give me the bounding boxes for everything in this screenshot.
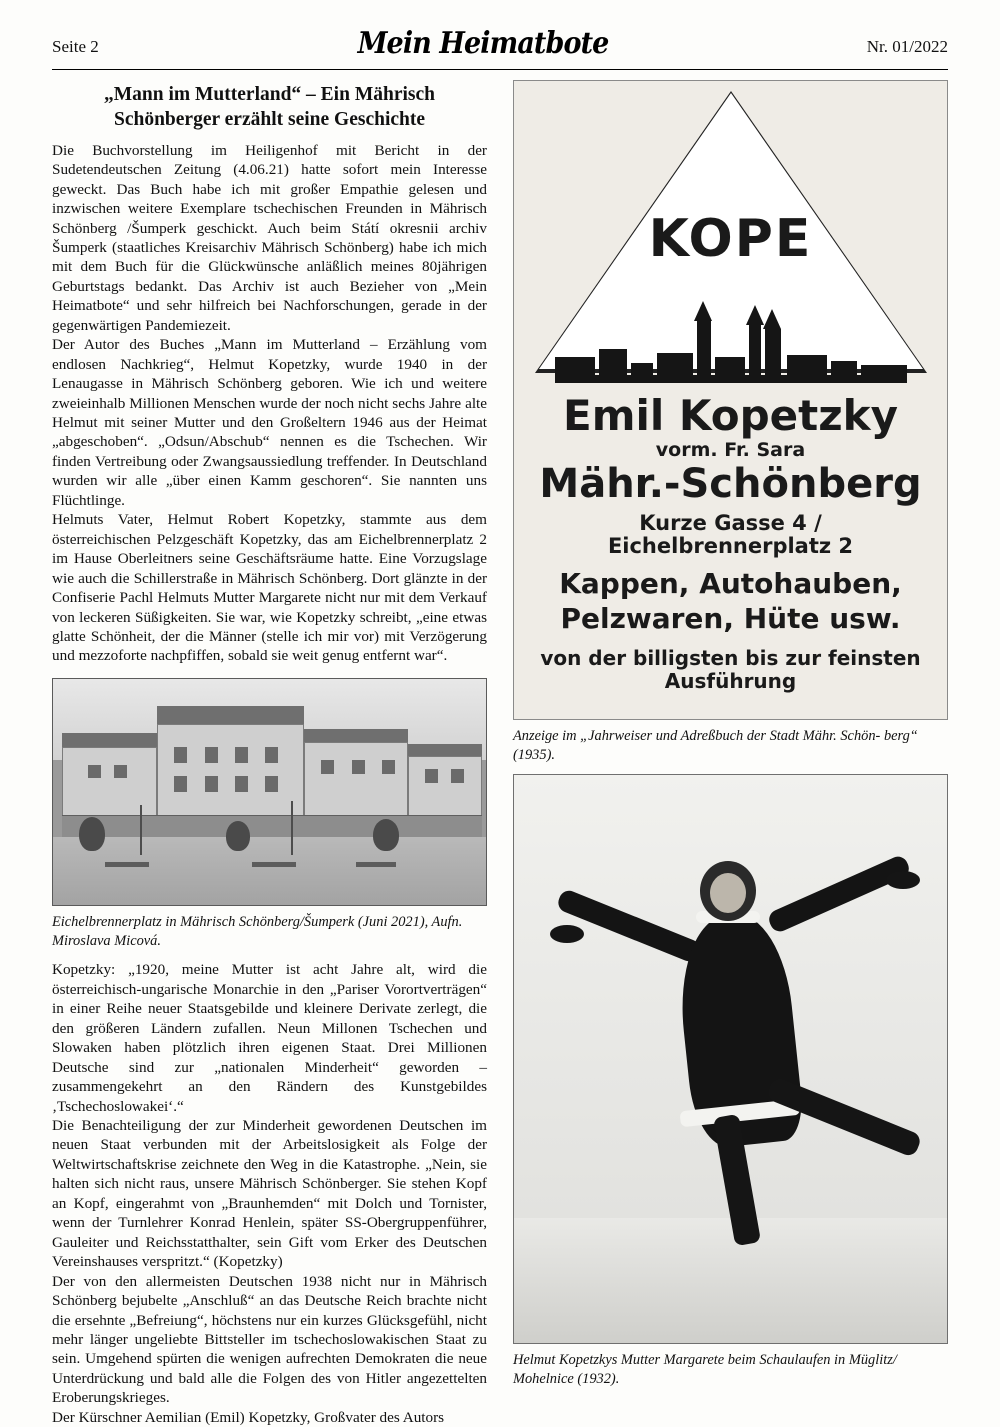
- skater-caption: [513, 1351, 948, 1388]
- eichelbrennerplatz-photo: [52, 678, 487, 906]
- photo-bench: [356, 862, 396, 867]
- article-paragraph: Der Kürschner Aemilian (Emil) Kopetzky, Großvater des Autors: [52, 1408, 445, 1426]
- eichelbrennerplatz-caption: Eichelbrennerplatz in Mährisch Schönberg/Šumperk (Juni 2021), Aufn. Miroslava Micová.: [52, 913, 463, 949]
- photo-streetlamp: [140, 805, 142, 855]
- skyline-tower-roof: [746, 305, 764, 325]
- photo-window: [425, 769, 438, 783]
- masthead-divider: [52, 69, 948, 70]
- advert-address: Kurze Gasse 4 / Eichelbrennerplatz 2: [607, 511, 854, 558]
- photo-window: [265, 776, 278, 792]
- photo-window: [205, 747, 218, 763]
- article-paragraph: Die Benachteiligung der zur Minderheit gewordenen Deutschen im neuen Staat verbunden mit der Arbeitslosigkeit als Folge der Weltwirtschaftskrise zeichnete den Weg in die Katastrophe. „Nein, sie halten sich nicht raus, unsere Mährisch Schönberger. Sie stehen Kopf an Kopf, eingerahmt von „Braunhemden“ mit Dolch und Tornister, wenn der Turnlehrer Konrad Henlein, später SS-Obergruppenführer, Gauleiter und Reichsstatthalter, sein Gift vom Erker des Deutschen Vereinshauses verspritzt.“ (Kopetzky): [52, 1116, 487, 1271]
- photo-roof: [304, 729, 408, 743]
- advert-skyline-silhouette: [555, 299, 907, 383]
- article-paragraph: Der Autor des Buches „Mann im Mutterland – Erzählung vom endlosen Nachkrieg“, Helmut Kopetzky, wurde 1940 in der Lenaugasse in Mährisch Schönberg geboren. Wie ich und weitere zweieinhalb Millionen Menschen wurde der noch nicht sechs Jahre alte Helmut mit seiner Mutter und den Großeltern 1946 aus der Heimat „abgeschoben“. „Odsun/Abschub“ nennen es die Tschechen. Wir finden Vertreibung oder Zwangsaussiedlung treffender. In Deutschland wurden wir alle „über einen Kamm geschoren“. Sie nannten uns Flüchtlinge.: [52, 336, 487, 509]
- photo-window: [451, 769, 464, 783]
- advert-city: Mähr.-Schönberg: [539, 460, 922, 507]
- photo-window: [235, 776, 248, 792]
- advert-business-name: Emil Kopetzky: [563, 391, 898, 440]
- photo-bench: [252, 862, 296, 867]
- publication-title: Mein Heimatbote: [357, 26, 609, 61]
- advert-products-line-2: Pelzwaren, Hüte usw.: [560, 601, 901, 635]
- photo-roof: [62, 733, 157, 747]
- advert-logo: [524, 89, 937, 389]
- advert-former-name: vorm. Fr. Sara: [655, 439, 806, 462]
- margarete-skating-photo: [513, 774, 948, 1344]
- article-paragraph: Die Buchvorstellung im Heiligenhof mit Bericht in der Sudetendeutschen Zeitung (4.06.21) hatte sofort mein Interesse geweckt. Das Buch habe ich mit großer Empathie gelesen und inzwischen weitere Exemplare tschechischen Freunden in Mährisch Schönberg /Šumperk geschickt. Auch beim Státí okresnii archiv Šumperk (staatliches Kreisarchiv Mährisch Schönberg) habe ich mich mit dem Buch für die Glückwünsche anläßlich meines 80jährigen Geburtstags bedankt. Das Archiv ist auch Bezieher von „Mein Heimatbote“ und sehr hilfreich bei Nachforschungen, gerade in der gegenwärtigen Pandemiezeit.: [52, 141, 487, 334]
- article-paragraph: Der von den allermeisten Deutschen 1938 nicht nur in Mährisch Schönberg bejubelte „Anschluß“ an das Deutsche Reich brachte nicht die ersehnte „Befreiung“, höchstens nur ein kurzes Glücksgefühl, nicht mehr länger ungeliebte Bittsteller im tschechoslowakischen Staat zu sein. Umgehend spürten die wenigen aufrechten Demokraten die neue Unterdrückung und bald alle die Folgen des von Hitler angezettelten Eroberungskrieges.: [52, 1272, 487, 1407]
- photo-ground: [53, 837, 486, 905]
- photo-roof: [408, 744, 482, 755]
- article-headline: [52, 82, 487, 133]
- photo-window: [88, 765, 101, 779]
- advert-caption-line-1: Anzeige im „Jahrweiser und Adreßbuch der Stadt Mähr. Schön-: [513, 728, 881, 744]
- headline-line-2: Schönberger erzählt seine Geschichte: [113, 109, 426, 131]
- advert-footer-line-2: Ausführung: [664, 669, 797, 694]
- photo-shopfronts: [62, 815, 482, 838]
- skater-caption-line-1: Helmut Kopetzkys Mutter Margarete beim Schaulaufen in Müglitz/: [513, 1352, 897, 1369]
- photo-tree: [79, 817, 105, 851]
- advert-products-line-1: Kappen, Autohauben,: [559, 567, 902, 601]
- issue-number-label: Nr. 01/2022: [866, 37, 948, 56]
- photo-window: [174, 776, 187, 792]
- page-columns: [52, 80, 948, 1426]
- photo-ice-surface: [514, 1218, 947, 1343]
- photo-window: [235, 747, 248, 763]
- right-column: [513, 80, 948, 1388]
- photo-tree: [226, 821, 250, 851]
- photo-window: [265, 747, 278, 763]
- photo-bench: [105, 862, 149, 867]
- masthead: [52, 26, 948, 67]
- photo-window: [174, 747, 187, 763]
- emil-kopetzky-advertisement: [513, 80, 948, 720]
- advert-footer-line-1: von der billigsten bis zur feinsten: [540, 645, 921, 670]
- skater-caption-line-2: Mohelnice (1932).: [513, 1371, 620, 1388]
- page-number-label: Seite 2: [52, 37, 99, 56]
- skyline-tower: [697, 321, 711, 383]
- left-column: [52, 80, 487, 1426]
- skyline-tower-roof: [694, 301, 712, 321]
- photo-window: [321, 760, 334, 774]
- photo-window: [205, 776, 218, 792]
- photo-window: [352, 760, 365, 774]
- photo-tree: [373, 819, 399, 851]
- advert-caption: [513, 727, 948, 764]
- article-paragraph: Kopetzky: „1920, meine Mutter ist acht Jahre alt, wird die österreichisch-ungarische Monarchie in den „Pariser Vorortverträgen“ in einer Reihe neuer Staatsgebilde und kleinere Derivate zerlegt, die den größeren Ländern zufallen. Neun Millonen Tschechen und Slowaken haben plötzlich ihren eigenen Staat. Drei Millionen Deutsche sind zur „nationalen Minderheit“ geworden – zusammengekehrt an den Rändern des Kunstgebildes ‚Tschechoslowakei‘.“: [52, 961, 487, 1115]
- article-paragraph: Helmuts Vater, Helmut Robert Kopetzky, stammte aus dem österreichischen Pelzgeschäft Kopetzky, das am Eichelbrennerplatz 2 im Hause Oberleitners seine Geschäftsräume hatte. Eine Vorzugslage wie auch die Schillerstraße in Mährisch Schönberg. Dort glänzte in der Confiserie Pachl Helmuts Mutter Margarete nicht nur mit dem Verkauf von leckeren Süßigkeiten. Sie war, wie Kopetzky schreibt, „eine etwas glatte Schönheit, der die Männer (stelle ich mir vor) mit Verzögerung und mezzoforte nachpfiffen, sobald sie weit genug entfernt war“.: [52, 511, 487, 665]
- advert-logo-text: KOPE: [648, 209, 813, 269]
- skyline-tower-roof: [763, 309, 781, 329]
- skyline-base: [555, 375, 907, 383]
- photo-streetlamp: [291, 801, 293, 855]
- headline-line-1: „Mann im Mutterland“ – Ein Mährisch: [104, 84, 435, 105]
- photo-window: [382, 760, 395, 774]
- photo-window: [114, 765, 127, 779]
- advert-caption-line-2: berg“ (1935).: [513, 728, 918, 763]
- photo-roof: [157, 706, 304, 724]
